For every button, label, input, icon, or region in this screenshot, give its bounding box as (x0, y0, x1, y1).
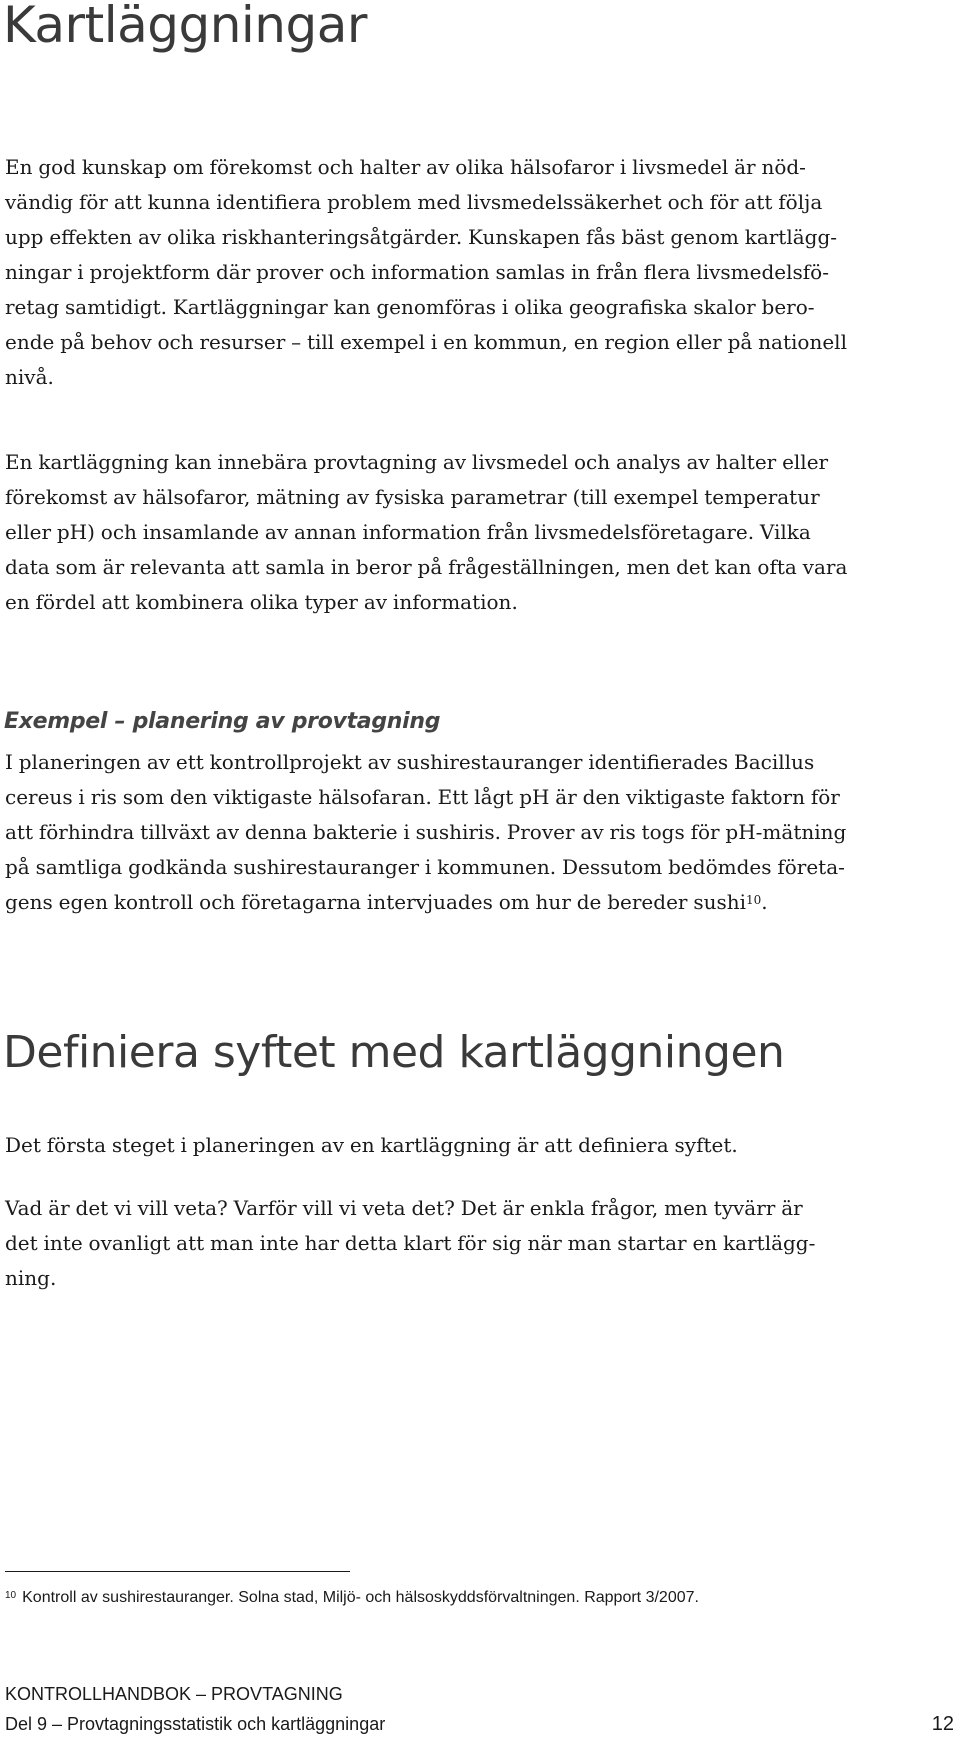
text-line: cereus i ris som den viktigaste hälsofaran. Ett lågt pH är den viktigaste faktorn för (5, 785, 840, 809)
text-line: att förhindra tillväxt av denna bakterie i sushiris. Prover av ris togs för pH-mätning (5, 820, 847, 844)
page-number: 12 (931, 1713, 954, 1735)
text-line: en fördel att kombinera olika typer av information. (5, 590, 518, 614)
text-line: ningar i projektform där prover och information samlas in från flera livsmedelsfö- (5, 260, 829, 284)
text-line: förekomst av hälsofaror, mätning av fysiska parametrar (till exempel temperatur (5, 485, 820, 509)
footnote-divider (5, 1571, 350, 1572)
footnote (5, 1587, 699, 1609)
text-line: retag samtidigt. Kartläggningar kan genomföras i olika geografiska skalor bero- (5, 295, 815, 319)
text-line: ning. (5, 1266, 57, 1290)
footer-publication: KONTROLLHANDBOK – PROVTAGNING (5, 1684, 343, 1704)
text-line: I planeringen av ett kontrollprojekt av sushirestauranger identifierades Bacillus (5, 750, 815, 774)
intro-paragraph-1 (5, 150, 950, 395)
text-line: En god kunskap om förekomst och halter av olika hälsofaror i livsmedel är nöd- (5, 155, 806, 179)
text-line: vändig för att kunna identifiera problem med livsmedelssäkerhet och för att följa (5, 190, 823, 214)
text-line: det inte ovanligt att man inte har detta klart för sig när man startar en kartlägg- (5, 1231, 816, 1255)
text-line: på samtliga godkända sushirestauranger i kommunen. Dessutom bedömdes företa- (5, 855, 845, 879)
text-line: Vad är det vi vill veta? Varför vill vi veta det? Det är enkla frågor, men tyvärr är (5, 1196, 803, 1220)
text-line: upp effekten av olika riskhanteringsåtgärder. Kunskapen fås bäst genom kartlägg- (5, 225, 838, 249)
sentence-end: . (761, 890, 768, 914)
text-line: data som är relevanta att samla in beror på frågeställningen, men det kan ofta vara (5, 555, 848, 579)
text-line: Det första steget i planeringen av en kartläggning är att definiera syftet. (5, 1133, 738, 1157)
footnote-number: 10 (5, 1590, 17, 1601)
section-heading: Definiera syftet med kartläggningen (3, 1027, 785, 1078)
section-paragraph-2 (5, 1191, 950, 1296)
footnote-text: Kontroll av sushirestauranger. Solna stad, Miljö- och hälsoskyddsförvaltningen. Rapport 3/2007. (22, 1589, 699, 1606)
text-line: En kartläggning kan innebära provtagning av livsmedel och analys av halter eller (5, 450, 829, 474)
page-title: Kartläggningar (3, 0, 367, 54)
example-heading: Exempel – planering av provtagning (4, 709, 441, 734)
text-line (5, 885, 950, 920)
text-line: eller pH) och insamlande av annan information från livsmedelsföretagare. Vilka (5, 520, 811, 544)
example-paragraph (5, 745, 950, 920)
text-line: nivå. (5, 365, 54, 389)
footnote-reference[interactable]: 10 (746, 893, 762, 907)
intro-paragraph-2 (5, 445, 950, 620)
text-line-content: gens egen kontroll och företagarna intervjuades om hur de bereder sushi (5, 890, 747, 914)
section-paragraph-1 (5, 1128, 950, 1163)
text-line: ende på behov och resurser – till exempel i en kommun, en region eller på nationell (5, 330, 847, 354)
footer-section: Del 9 – Provtagningsstatistik och kartläggningar (5, 1714, 386, 1734)
